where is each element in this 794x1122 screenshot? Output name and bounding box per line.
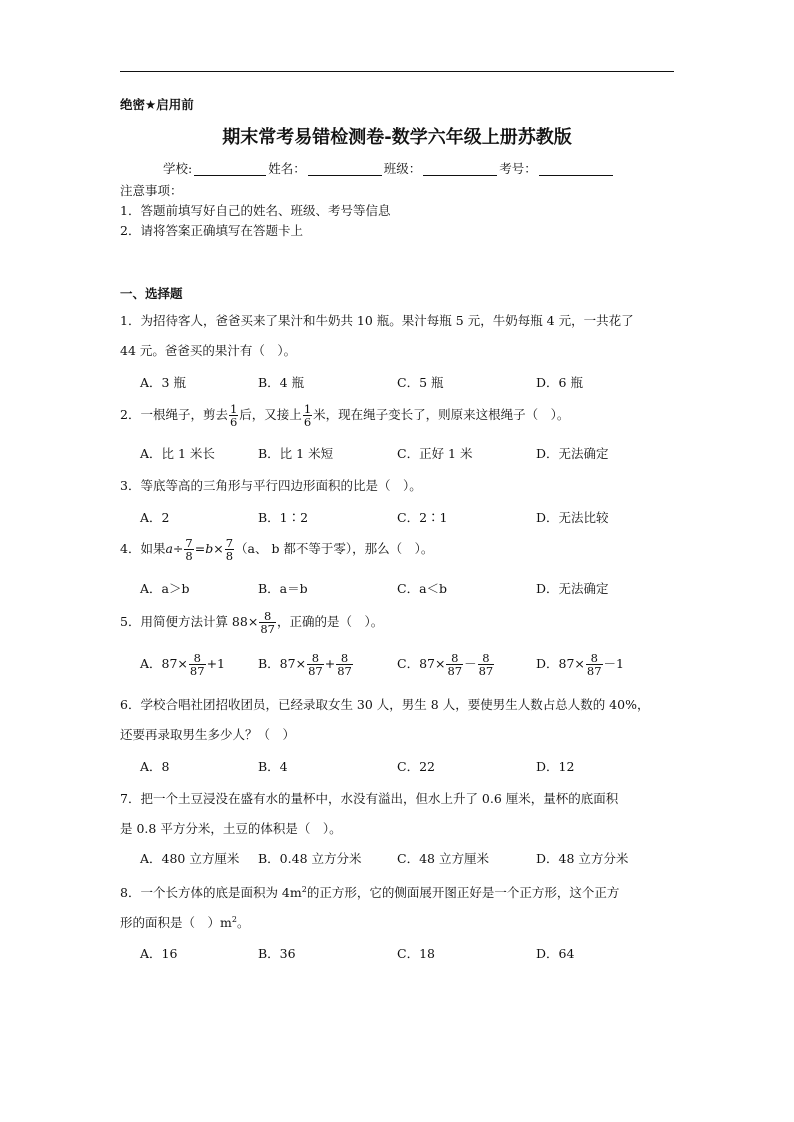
top-rule (120, 71, 674, 72)
question-6-line-2: 还要再录取男生多少人？（ ） (120, 727, 296, 742)
option-text: C．87× (397, 656, 446, 672)
option-b: B．1∶2 (258, 510, 309, 525)
number-blank (539, 175, 613, 176)
fraction (303, 403, 312, 428)
class-blank (423, 175, 497, 176)
number-label: 考号： (499, 161, 537, 176)
variable-a: a (165, 541, 173, 557)
class-label: 班级： (383, 161, 422, 176)
option-text: B．87× (258, 656, 307, 672)
q8-text-2: 的正方形，它的侧面展开图正好是一个正方形，这个正方 (306, 885, 620, 901)
option-b: B．a＝b (258, 581, 308, 596)
question-1-line-1: 1．为招待客人，爸爸买来了果汁和牛奶共 10 瓶。果汁每瓶 5 元，牛奶每瓶 4 元，一共花了 (120, 313, 634, 328)
question-7-line-1: 7．把一个土豆浸没在盛有水的量杯中，水没有溢出，但水上升了 0.6 厘米，量杯的底面积 (120, 791, 619, 806)
fraction (446, 652, 463, 677)
q5-text-2: ，正确的是（ ）。 (276, 614, 384, 630)
option-text: + (324, 656, 336, 672)
student-info-line (163, 163, 615, 176)
option-d: D．12 (536, 759, 575, 774)
notice-item: 1．答题前填写好自己的姓名、班级、考号等信息 (120, 203, 391, 218)
option-a: A．16 (140, 946, 178, 961)
superscript: 2 (301, 885, 307, 894)
option-b: B．0.48 立方分米 (258, 851, 362, 866)
option-a: A．3 瓶 (140, 375, 186, 390)
numerator: 8 (340, 651, 349, 665)
q4-text-2: （a、 b 都不等于零），那么（ ）。 (235, 541, 434, 557)
option-d: D．64 (536, 946, 575, 961)
question-2 (120, 403, 569, 428)
numerator: 8 (193, 651, 201, 665)
numerator: 8 (590, 651, 598, 665)
option-a: A．比 1 米长 (140, 446, 215, 461)
option-b: B．36 (258, 946, 296, 961)
denominator: 87 (447, 664, 463, 679)
numerator: 7 (185, 536, 193, 550)
fraction (184, 537, 193, 562)
q8-text-4: 。 (236, 915, 250, 931)
q2-text-3: 米，现在绳子变长了，则原来这根绳子（ ）。 (313, 407, 570, 423)
denominator: 6 (229, 415, 238, 430)
option-text: － (464, 656, 477, 672)
option-b: B．比 1 米短 (258, 446, 334, 461)
option-c: C．48 立方厘米 (397, 851, 489, 866)
denominator: 6 (303, 415, 312, 430)
confidential-label: 绝密★启用前 (120, 97, 194, 112)
denominator: 8 (225, 549, 234, 564)
name-label: 姓名： (268, 161, 306, 176)
numerator: 8 (451, 651, 459, 665)
fraction (586, 652, 603, 677)
question-8-line-2 (120, 916, 249, 930)
variable-b: b (205, 541, 214, 557)
question-3: 3．等底等高的三角形与平行四边形面积的比是（ ）。 (120, 478, 422, 493)
school-blank (194, 175, 266, 176)
section-title: 一、选择题 (120, 286, 183, 301)
denominator: 87 (260, 622, 275, 637)
divide-sign: ÷ (172, 541, 184, 557)
option-d: D．无法比较 (536, 510, 609, 525)
numerator: 1 (229, 402, 238, 416)
numerator: 8 (263, 609, 272, 623)
option-c: C．18 (397, 946, 435, 961)
page-title: 期末常考易错检测卷-数学六年级上册苏教版 (222, 127, 572, 148)
question-1-line-2: 44 元。爸爸买的果汁有（ ）。 (120, 343, 297, 358)
q4-text-1: 4．如果 (120, 541, 166, 557)
equals-sign: = (194, 541, 206, 557)
option-a (140, 652, 225, 677)
option-d: D．6 瓶 (536, 375, 583, 390)
numerator: 1 (303, 402, 312, 416)
option-b: B．4 瓶 (258, 375, 305, 390)
fraction (229, 403, 238, 428)
option-a: A．2 (140, 510, 170, 525)
question-4 (120, 537, 433, 562)
option-c: C．22 (397, 759, 435, 774)
notice-heading: 注意事项： (120, 183, 183, 198)
option-a: A．a＞b (140, 581, 190, 596)
question-8-line-1 (120, 886, 619, 900)
school-label: 学校: (163, 161, 193, 176)
denominator: 87 (189, 664, 205, 679)
option-c: C．正好 1 米 (397, 446, 473, 461)
q2-text-1: 2．一根绳子，剪去 (120, 407, 228, 423)
question-5 (120, 610, 383, 635)
denominator: 87 (478, 664, 494, 679)
fraction (478, 652, 495, 677)
fraction (225, 537, 234, 562)
q8-text-3: 形的面积是（ ）m (120, 915, 232, 931)
option-c: C．5 瓶 (397, 375, 444, 390)
question-7-line-2: 是 0.8 平方分米，土豆的体积是（ ）。 (120, 821, 342, 836)
superscript: 2 (231, 915, 237, 924)
option-b: B．4 (258, 759, 288, 774)
option-d (536, 652, 624, 677)
denominator: 8 (185, 549, 193, 564)
option-c: C．a＜b (397, 581, 448, 596)
denominator: 87 (308, 664, 323, 679)
denominator: 87 (586, 664, 602, 679)
option-text: +1 (206, 656, 225, 672)
name-blank (308, 175, 382, 176)
times-sign: × (213, 541, 224, 557)
option-a: A．480 立方厘米 (140, 851, 240, 866)
option-text: A．87× (140, 656, 188, 672)
q5-text-1: 5．用简便方法计算 88× (120, 614, 259, 630)
numerator: 8 (482, 651, 490, 665)
option-d: D．48 立方分米 (536, 851, 629, 866)
option-c: C．2∶1 (397, 510, 448, 525)
option-text: D．87× (536, 656, 585, 672)
question-6-line-1: 6．学校合唱社团招收团员，已经录取女生 30 人，男生 8 人，要使男生人数占总人数的 40%， (120, 697, 650, 712)
option-b (258, 652, 354, 677)
option-d: D．无法确定 (536, 581, 609, 596)
denominator: 87 (337, 664, 352, 679)
fraction (189, 652, 206, 677)
q8-text-1: 8．一个长方体的底是面积为 4m (120, 885, 302, 901)
option-d: D．无法确定 (536, 446, 609, 461)
fraction (259, 610, 276, 635)
numerator: 8 (311, 651, 320, 665)
fraction (336, 652, 353, 677)
notice-item: 2．请将答案正确填写在答题卡上 (120, 223, 303, 238)
fraction (307, 652, 324, 677)
option-c (397, 652, 495, 677)
option-text: －1 (603, 656, 624, 672)
numerator: 7 (225, 536, 234, 550)
option-a: A．8 (140, 759, 170, 774)
q2-text-2: 后，又接上 (239, 407, 302, 423)
